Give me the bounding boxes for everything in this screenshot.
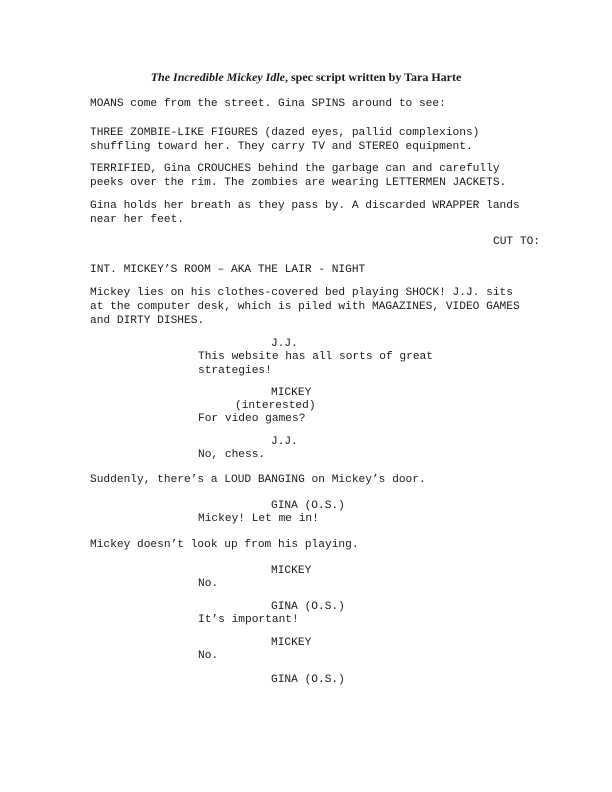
action-line: TERRIFIED, Gina CROUCHES behind the garbage can and carefully peeks over the rim. The zombies are wearing LETTERMEN JACKETS. [90, 163, 507, 189]
dialogue: It’s important! [198, 614, 299, 626]
scene-heading: INT. MICKEY’S ROOM – AKA THE LAIR - NIGHT [90, 264, 366, 276]
action-line: Mickey lies on his clothes-covered bed playing SHOCK! J.J. sits at the computer desk, which is piled with MAGAZINES, VIDEO GAMES and DIRTY DISHES. [90, 287, 520, 327]
character-name: GINA (O.S.) [271, 674, 345, 686]
dialogue: Mickey! Let me in! [198, 513, 319, 525]
dialogue: No, chess. [198, 449, 266, 461]
character-name: J.J. [271, 436, 298, 448]
action-line: Mickey doesn’t look up from his playing. [90, 539, 359, 551]
dialogue: This website has all sorts of great strategies! [198, 351, 433, 377]
transition: CUT TO: [493, 236, 540, 248]
character-name: MICKEY [271, 637, 312, 649]
action-line: THREE ZOMBIE-LIKE FIGURES (dazed eyes, pallid complexions) shuffling toward her. They carry TV and STEREO equipment. [90, 127, 480, 153]
character-name: J.J. [271, 338, 298, 350]
dialogue: For video games? [198, 413, 306, 425]
dialogue: No. [198, 650, 219, 662]
character-name: GINA (O.S.) [271, 500, 345, 512]
title-byline: , spec script written by Tara Harte [285, 70, 462, 84]
character-name: MICKEY [271, 565, 312, 577]
action-line: MOANS come from the street. Gina SPINS around to see: [90, 98, 446, 110]
dialogue: No. [198, 578, 219, 590]
character-name: MICKEY [271, 387, 312, 399]
parenthetical: (interested) [235, 400, 316, 412]
action-line: Gina holds her breath as they pass by. A discarded WRAPPER lands near her feet. [90, 200, 520, 226]
title-italic: The Incredible Mickey Idle [150, 70, 285, 84]
page-title [0, 70, 612, 84]
action-line: Suddenly, there’s a LOUD BANGING on Mickey’s door. [90, 474, 426, 486]
character-name: GINA (O.S.) [271, 601, 345, 613]
